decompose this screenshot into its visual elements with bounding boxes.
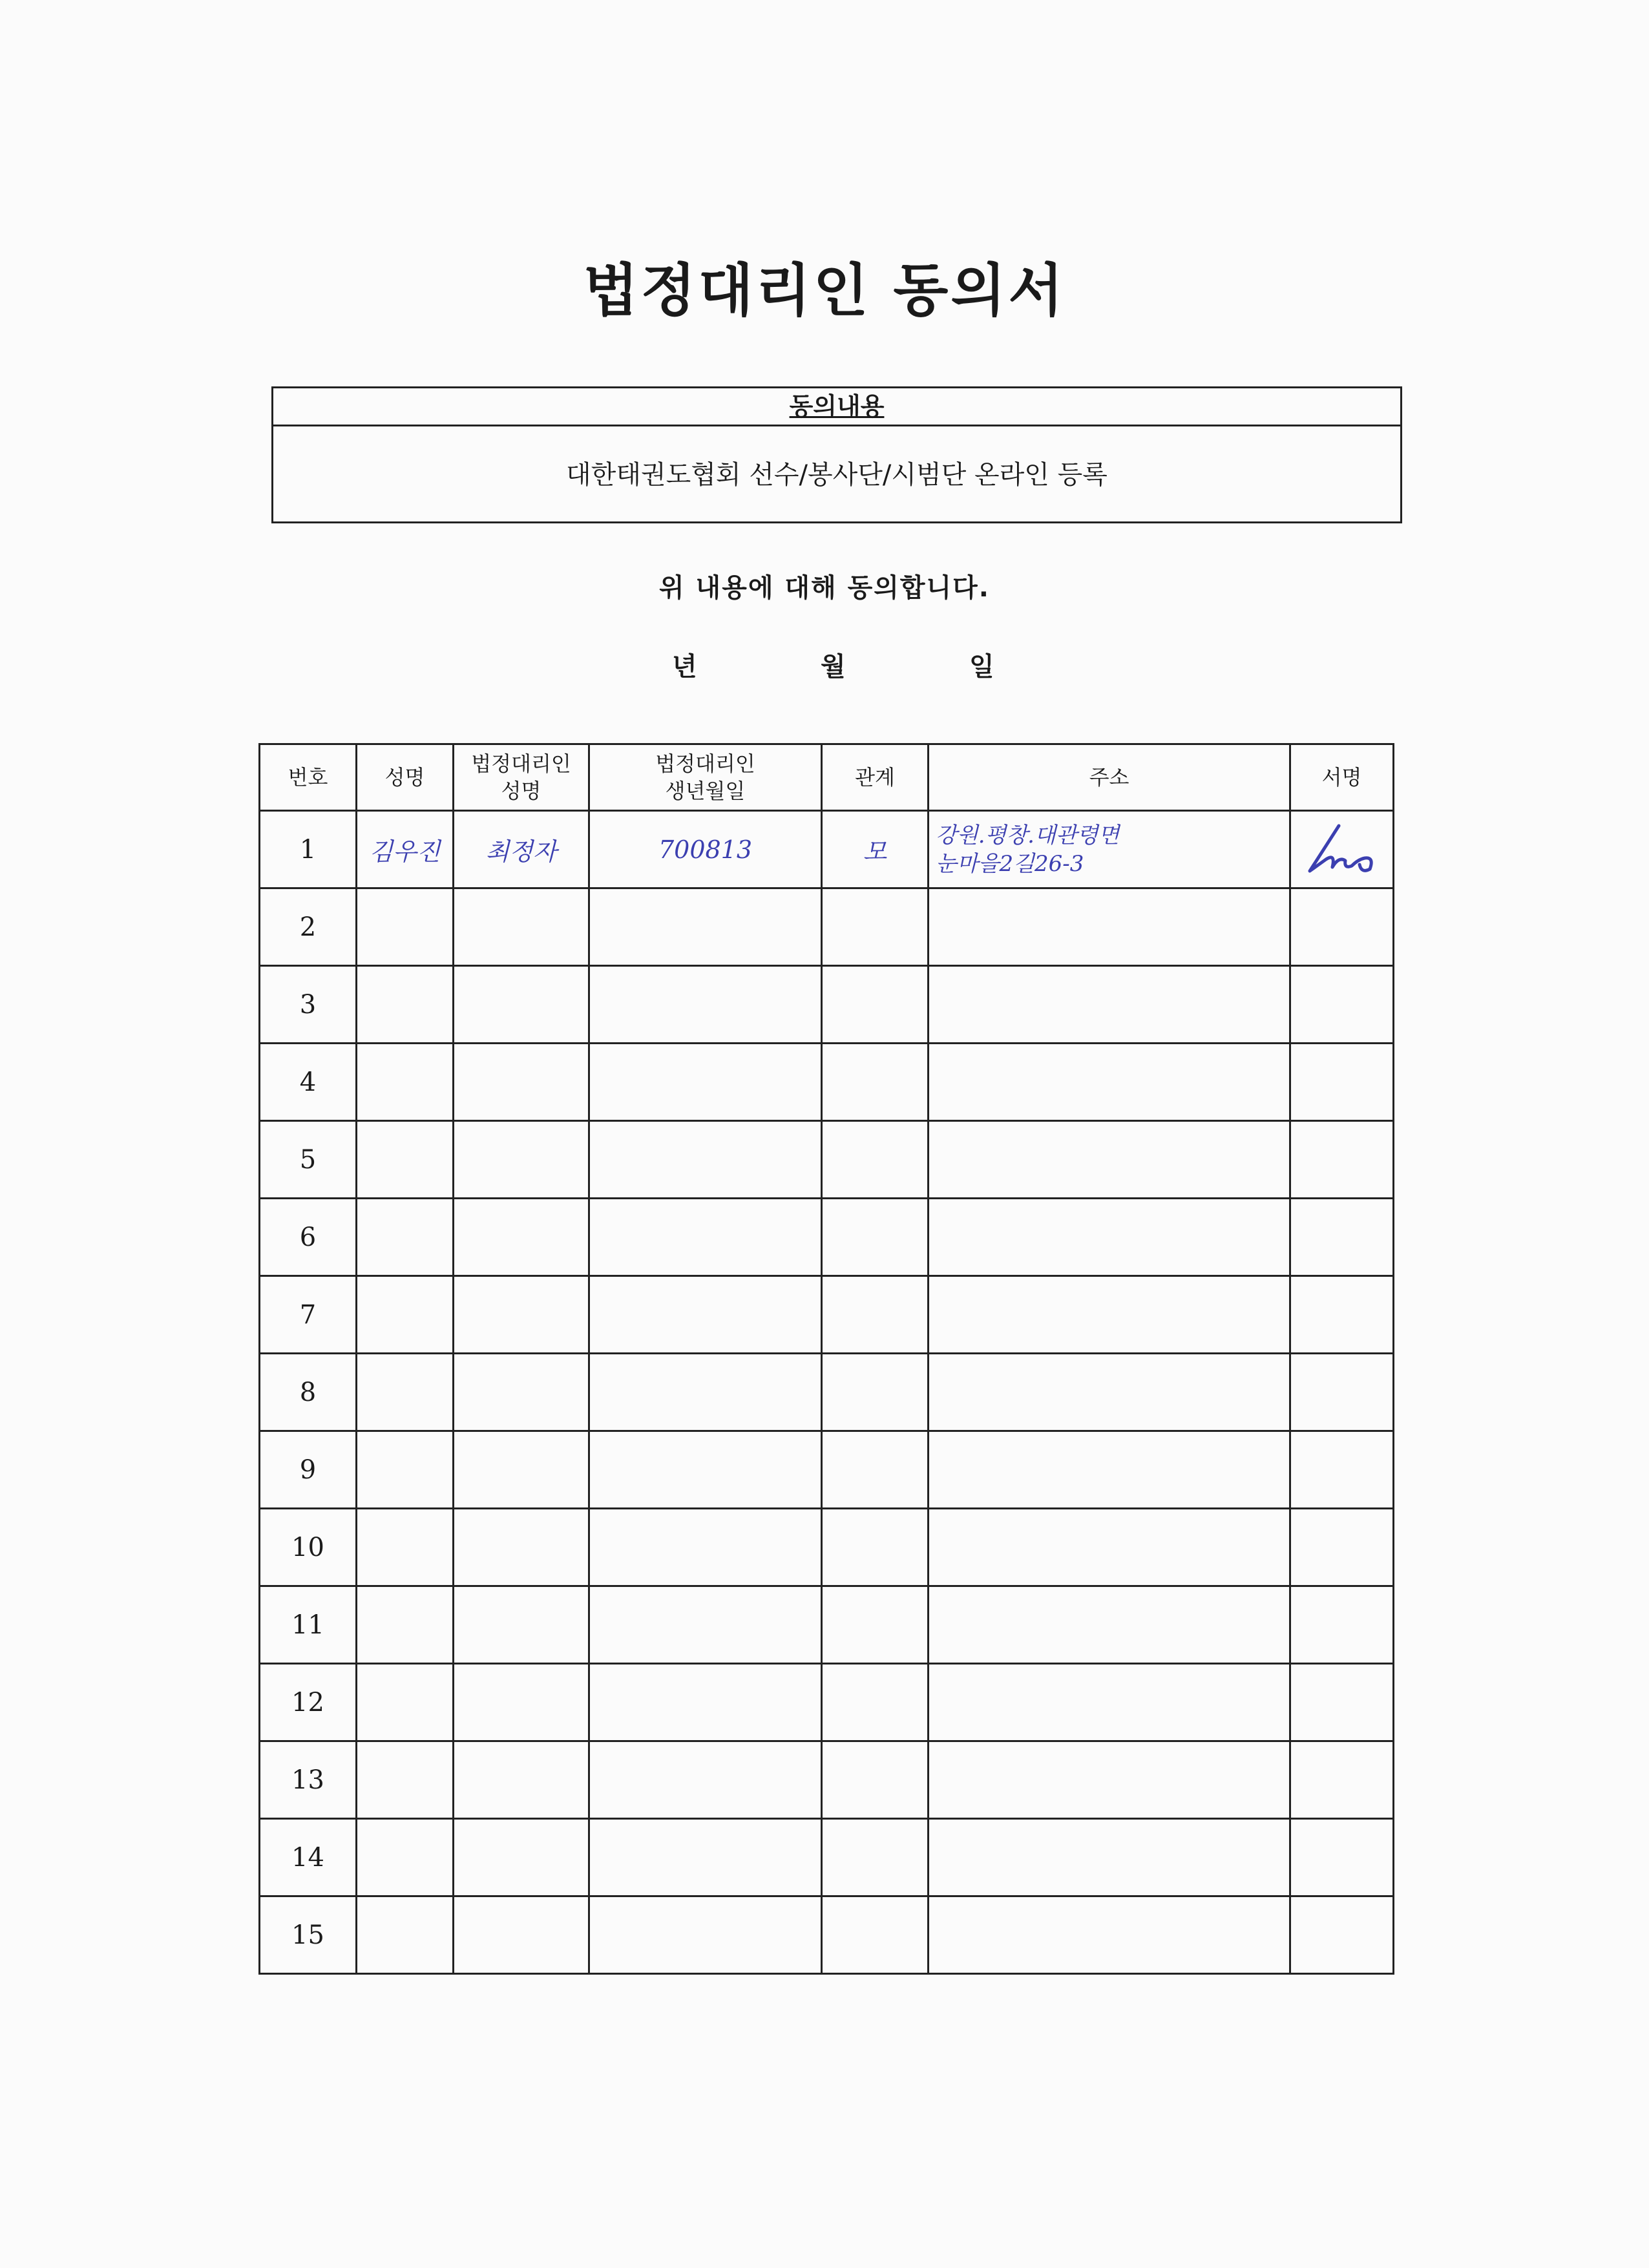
- name-cell: [357, 1819, 454, 1896]
- name-cell: [357, 1509, 454, 1586]
- header-no: 번호: [260, 744, 357, 811]
- guardian-birth-cell: [589, 1431, 822, 1509]
- row-number: 9: [260, 1431, 357, 1509]
- row-number: 15: [260, 1896, 357, 1974]
- guardian-name-cell: [454, 966, 589, 1044]
- address-cell: [929, 1044, 1290, 1121]
- address-cell: [929, 1896, 1290, 1974]
- header-guardian-name: 법정대리인 성명: [454, 744, 589, 811]
- table-row: [260, 888, 1394, 966]
- table-row: [260, 1586, 1394, 1664]
- relation-cell: [822, 1121, 929, 1199]
- guardian-name-cell: [454, 1276, 589, 1354]
- row-number: 10: [260, 1509, 357, 1586]
- guardian-name-cell: [454, 1354, 589, 1431]
- guardian-birth-cell: [589, 1509, 822, 1586]
- table-header-row: [260, 744, 1394, 811]
- address-cell: [929, 1664, 1290, 1741]
- address-cell: [929, 1509, 1290, 1586]
- row-number: 7: [260, 1276, 357, 1354]
- signature-cell: [1290, 1354, 1394, 1431]
- guardian-name-cell: [454, 1664, 589, 1741]
- guardian-birth-cell: [589, 966, 822, 1044]
- signature-cell: [1290, 1199, 1394, 1276]
- signature-cell: [1290, 1664, 1394, 1741]
- name-cell: [357, 1199, 454, 1276]
- relation-cell: [822, 1044, 929, 1121]
- name-cell: [357, 1896, 454, 1974]
- document-title: 법정대리인 동의서: [583, 257, 1066, 324]
- table-row: [260, 1819, 1394, 1896]
- row-number: 4: [260, 1044, 357, 1121]
- signature-cell: [1290, 811, 1394, 888]
- guardian-birth-cell: [589, 1044, 822, 1121]
- signature-cell: [1290, 1276, 1394, 1354]
- relation-cell: [822, 1896, 929, 1974]
- name-cell: [357, 1354, 454, 1431]
- row-number: 2: [260, 888, 357, 966]
- handwritten-signature-icon: [1300, 821, 1384, 879]
- table-row: [260, 811, 1394, 888]
- relation-cell: [822, 1431, 929, 1509]
- relation-cell: [822, 1509, 929, 1586]
- signature-cell: [1290, 1121, 1394, 1199]
- consent-header: [273, 388, 1400, 426]
- address-cell: [929, 1121, 1290, 1199]
- guardian-birth-cell: [589, 1819, 822, 1896]
- guardian-birth-cell: [589, 1121, 822, 1199]
- guardian-name-cell: 최정자: [454, 811, 589, 888]
- guardian-name-cell: [454, 1896, 589, 1974]
- name-cell: [357, 1276, 454, 1354]
- guardian-birth-cell: 700813: [589, 811, 822, 888]
- guardian-name-cell: [454, 1044, 589, 1121]
- name-cell: [357, 1044, 454, 1121]
- address-cell: [929, 1199, 1290, 1276]
- address-cell: [929, 1276, 1290, 1354]
- address-cell: [929, 966, 1290, 1044]
- relation-cell: [822, 888, 929, 966]
- row-number: 13: [260, 1741, 357, 1819]
- agreement-statement: 위 내용에 대해 동의합니다.: [658, 573, 990, 603]
- table-row: [260, 1121, 1394, 1199]
- relation-cell: [822, 1741, 929, 1819]
- guardian-name-cell: [454, 1741, 589, 1819]
- signature-cell: [1290, 1044, 1394, 1121]
- guardian-name-cell: [454, 1819, 589, 1896]
- consent-content: 대한태권도협회 선수/봉사단/시범단 온라인 등록: [566, 460, 1108, 490]
- date-line: [646, 646, 1034, 685]
- header-relation: 관계: [822, 744, 929, 811]
- address-cell: [929, 1586, 1290, 1664]
- table-row: [260, 1664, 1394, 1741]
- header-address: 주소: [929, 744, 1290, 811]
- address-line-1: 강원.평창.대관령면: [936, 822, 1120, 848]
- relation-cell: [822, 1276, 929, 1354]
- relation-cell: [822, 1819, 929, 1896]
- table-row: [260, 1741, 1394, 1819]
- address-cell: [929, 1741, 1290, 1819]
- name-cell: [357, 888, 454, 966]
- header-name: 성명: [357, 744, 454, 811]
- guardian-name-cell: [454, 1199, 589, 1276]
- signature-cell: [1290, 888, 1394, 966]
- signature-cell: [1290, 1586, 1394, 1664]
- signature-cell: [1290, 966, 1394, 1044]
- row-number: 11: [260, 1586, 357, 1664]
- address-line-2: 눈마을2길26-3: [936, 850, 1084, 877]
- address-cell: [929, 1354, 1290, 1431]
- relation-cell: 모: [822, 811, 929, 888]
- signature-cell: [1290, 1896, 1394, 1974]
- signature-cell: [1290, 1741, 1394, 1819]
- table-row: [260, 1276, 1394, 1354]
- row-number: 6: [260, 1199, 357, 1276]
- guardian-birth-cell: [589, 1354, 822, 1431]
- relation-cell: [822, 1199, 929, 1276]
- table-row: [260, 1044, 1394, 1121]
- guardian-birth-cell: [589, 1664, 822, 1741]
- table-row: [260, 1896, 1394, 1974]
- consent-table: [258, 743, 1394, 1975]
- date-year-label: 년: [672, 652, 697, 682]
- row-number: 14: [260, 1819, 357, 1896]
- address-cell: [929, 888, 1290, 966]
- row-number: 1: [260, 811, 357, 888]
- name-cell: [357, 1586, 454, 1664]
- guardian-name-cell: [454, 1121, 589, 1199]
- guardian-birth-cell: [589, 1276, 822, 1354]
- guardian-birth-cell: [589, 1586, 822, 1664]
- signature-cell: [1290, 1431, 1394, 1509]
- guardian-name-cell: [454, 1509, 589, 1586]
- table-row: [260, 1509, 1394, 1586]
- relation-cell: [822, 1664, 929, 1741]
- row-number: 12: [260, 1664, 357, 1741]
- name-cell: [357, 966, 454, 1044]
- name-cell: [357, 1664, 454, 1741]
- consent-header-label: 동의내용: [789, 392, 885, 421]
- guardian-birth-cell: [589, 888, 822, 966]
- header-guardian-birth: 법정대리인 생년월일: [589, 744, 822, 811]
- table-row: [260, 1354, 1394, 1431]
- row-number: 5: [260, 1121, 357, 1199]
- guardian-birth-cell: [589, 1741, 822, 1819]
- table-row: [260, 1431, 1394, 1509]
- guardian-birth-cell: [589, 1896, 822, 1974]
- guardian-name-cell: [454, 1431, 589, 1509]
- date-day-label: 일: [969, 652, 994, 682]
- header-signature: 서명: [1290, 744, 1394, 811]
- address-cell: [929, 811, 1290, 888]
- guardian-birth-cell: [589, 1199, 822, 1276]
- signature-cell: [1290, 1819, 1394, 1896]
- table-row: [260, 966, 1394, 1044]
- name-cell: [357, 1431, 454, 1509]
- address-cell: [929, 1819, 1290, 1896]
- row-number: 3: [260, 966, 357, 1044]
- date-month-label: 월: [821, 652, 846, 682]
- guardian-name-cell: [454, 1586, 589, 1664]
- address-cell: [929, 1431, 1290, 1509]
- relation-cell: [822, 966, 929, 1044]
- consent-box: [271, 386, 1402, 523]
- signature-cell: [1290, 1509, 1394, 1586]
- guardian-name-cell: [454, 888, 589, 966]
- name-cell: [357, 1741, 454, 1819]
- name-cell: [357, 1121, 454, 1199]
- relation-cell: [822, 1586, 929, 1664]
- name-cell: 김우진: [357, 811, 454, 888]
- relation-cell: [822, 1354, 929, 1431]
- row-number: 8: [260, 1354, 357, 1431]
- table-row: [260, 1199, 1394, 1276]
